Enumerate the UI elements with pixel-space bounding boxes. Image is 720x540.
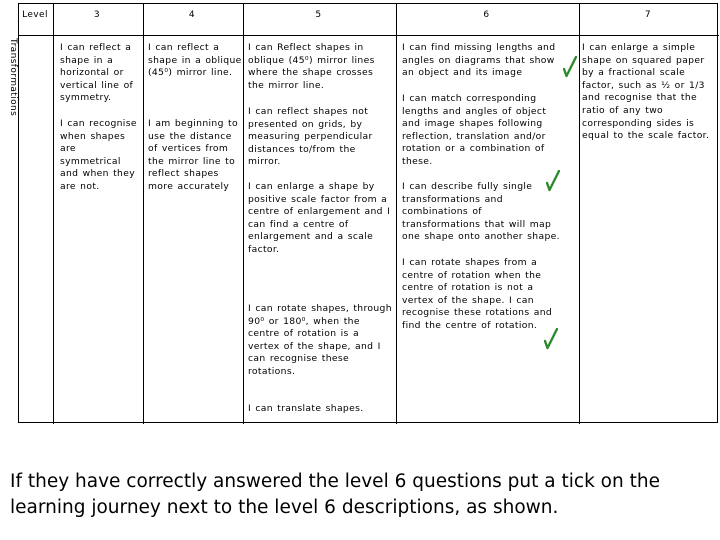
header-level: Level <box>22 10 48 20</box>
instruction-text: If they have correctly answered the level 6 questions put a tick on the learning journey next to the level 6 descriptions, as shown. <box>10 471 660 518</box>
column-divider <box>143 4 144 424</box>
row-label-transformations: Transformations <box>8 38 18 117</box>
level3-statement: I can reflect a shape in a horizontal or vertical line of symmetry. <box>60 42 134 104</box>
header-level-4: 4 <box>188 10 196 20</box>
column-divider <box>53 4 54 424</box>
level4-statement: I can reflect a shape in a oblique (45⁰) mirror line. <box>148 42 242 79</box>
column-divider <box>579 4 580 424</box>
level7-statement: I can enlarge a simple shape on squared paper by a fractional scale factor, such as ½ or 1/3 and recognise that the ratio of any two corresponding sides is equal to the scale factor. <box>582 42 710 142</box>
level3-statement: I can recognise when shapes are symmetrical and when they are not. <box>60 118 137 192</box>
level6-statement: I can find missing lengths and angles on diagrams that show an object and its image <box>402 42 556 79</box>
checkmark-icon <box>563 56 577 78</box>
checkmark-icon <box>546 170 560 192</box>
level6-statement: I can rotate shapes from a centre of rotation when the centre of rotation is not a vertex of the shape. I can recognise these rotations and find the centre of rotation. <box>402 257 553 331</box>
level5-statement: I can enlarge a shape by positive scale factor from a centre of enlargement and I can find a centre of enlargement and a scale factor. <box>248 181 391 255</box>
level6-statement: I can match corresponding lengths and angles of object and image shapes following reflection, translation and/or rotation or a combination of these. <box>402 93 547 167</box>
header-level-7: 7 <box>644 10 652 20</box>
level5-statement: I can Reflect shapes in oblique (45⁰) mirror lines where the shape crosses the mirror line. <box>248 42 375 91</box>
header-level-5: 5 <box>315 10 322 20</box>
header-level-3: 3 <box>93 10 101 20</box>
level5-statement: I can rotate shapes, through 90⁰ or 180⁰, when the centre of rotation is a vertex of the shape, and I can recognise these rotations. <box>248 303 392 377</box>
level5-statement: I can translate shapes. <box>248 403 364 414</box>
checkmark-icon <box>544 328 558 350</box>
level6-statement: I can describe fully single transformations and combinations of transformations that will map one shape onto another shape. <box>402 181 560 243</box>
level5-statement: I can reflect shapes not presented on grids, by measuring perpendicular distances to/from the mirror. <box>248 106 373 168</box>
level4-statement: I am beginning to use the distance of vertices from the mirror line to reflect shapes more accurately <box>148 118 238 192</box>
column-divider <box>243 4 244 424</box>
header-level-6: 6 <box>483 10 490 20</box>
header-divider <box>19 35 719 36</box>
column-divider <box>396 4 397 424</box>
